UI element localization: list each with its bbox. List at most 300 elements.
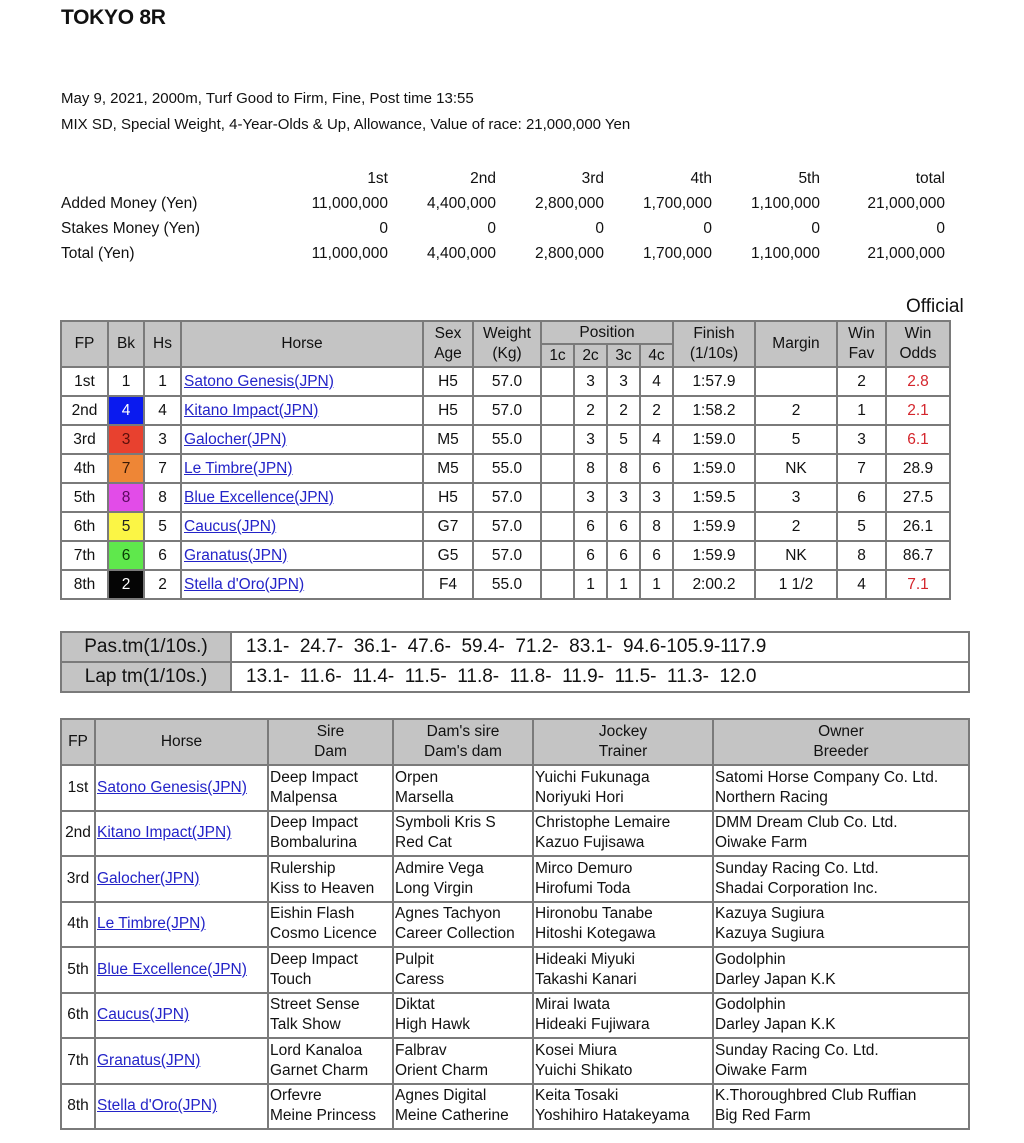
horse-link[interactable]: Caucus(JPN)	[97, 1006, 190, 1024]
win-favorite: 5	[837, 512, 886, 541]
position-2c: 1	[574, 570, 607, 599]
horse-number: 8	[144, 483, 181, 512]
finish-position: 2nd	[61, 811, 95, 857]
owner-breeder	[713, 856, 969, 902]
sire: Eishin Flash	[270, 905, 355, 923]
col-2c: 2c	[574, 344, 607, 367]
position-1c	[541, 541, 574, 570]
col-finish: Finish (1/10s)	[673, 321, 755, 367]
weight: 57.0	[473, 367, 541, 396]
sex-age: M5	[423, 425, 473, 454]
finish-position: 1st	[61, 367, 108, 396]
position-3c: 3	[607, 483, 640, 512]
dam: Meine Princess	[270, 1107, 376, 1125]
finish-position: 4th	[61, 902, 95, 948]
col-hs: Hs	[144, 321, 181, 367]
owner: Godolphin	[715, 996, 786, 1014]
passing-time-row	[61, 632, 969, 662]
win-odds: 28.9	[886, 454, 950, 483]
finish-position: 5th	[61, 947, 95, 993]
result-row	[61, 454, 950, 483]
race-conditions: May 9, 2021, 2000m, Turf Good to Firm, Fine, Post time 13:55	[61, 90, 474, 107]
horse-number: 1	[144, 367, 181, 396]
jockey-trainer	[533, 902, 713, 948]
dam-sire: Agnes Tachyon	[395, 905, 501, 923]
result-row	[61, 483, 950, 512]
horse-link[interactable]: Kitano Impact(JPN)	[184, 401, 319, 419]
horse-link[interactable]: Blue Excellence(JPN)	[184, 488, 334, 506]
trainer: Yuichi Shikato	[535, 1061, 633, 1079]
prize-money-table	[58, 166, 945, 266]
trainer: Hirofumi Toda	[535, 879, 631, 897]
jockey: Hironobu Tanabe	[535, 905, 653, 923]
owner-breeder	[713, 1084, 969, 1130]
sex-age: H5	[423, 396, 473, 425]
horse-number: 7	[144, 454, 181, 483]
finish-time: 1:59.0	[673, 454, 755, 483]
jockey: Mirai Iwata	[535, 996, 610, 1014]
weight: 55.0	[473, 425, 541, 454]
dam: Malpensa	[270, 788, 338, 806]
breeder: Northern Racing	[715, 788, 828, 806]
finish-position: 8th	[61, 1084, 95, 1130]
prize-row-total	[58, 241, 945, 266]
result-row	[61, 425, 950, 454]
result-row	[61, 367, 950, 396]
horse-link[interactable]: Galocher(JPN)	[184, 430, 287, 448]
finish-time: 1:59.0	[673, 425, 755, 454]
col-jockey-trainer: Jockey Trainer	[533, 719, 713, 765]
horse-number: 4	[144, 396, 181, 425]
margin: 1 1/2	[755, 570, 837, 599]
result-row	[61, 396, 950, 425]
bracket-number: 2	[108, 570, 144, 599]
breeder: Darley Japan K.K	[715, 970, 836, 988]
dam: Touch	[270, 970, 312, 988]
horse-link[interactable]: Caucus(JPN)	[184, 517, 277, 535]
sex-age: F4	[423, 570, 473, 599]
dam-dam: High Hawk	[395, 1016, 470, 1034]
win-odds: 2.8	[886, 367, 950, 396]
position-2c: 2	[574, 396, 607, 425]
damsire-damdam	[393, 1084, 533, 1130]
bracket-number: 1	[108, 367, 144, 396]
position-1c	[541, 396, 574, 425]
race-title: TOKYO 8R	[61, 6, 166, 29]
bracket-number: 7	[108, 454, 144, 483]
breeder: Big Red Farm	[715, 1107, 811, 1125]
owner: K.Thoroughbred Club Ruffian	[715, 1087, 917, 1105]
position-3c: 5	[607, 425, 640, 454]
prize-value: 21,000,000	[867, 244, 945, 262]
prize-value: 1,100,000	[751, 194, 820, 212]
sire-dam	[268, 856, 393, 902]
col-4c: 4c	[640, 344, 673, 367]
sire-dam	[268, 765, 393, 811]
damsire-damdam	[393, 993, 533, 1039]
col-owner-breeder: Owner Breeder	[713, 719, 969, 765]
dam: Talk Show	[270, 1016, 341, 1034]
lap-time-row	[61, 662, 969, 692]
horse-number: 6	[144, 541, 181, 570]
result-row	[61, 570, 950, 599]
prize-col-header: 1st	[367, 169, 388, 187]
win-odds: 27.5	[886, 483, 950, 512]
weight: 57.0	[473, 512, 541, 541]
dam-dam: Orient Charm	[395, 1061, 489, 1079]
col-win-odds: Win Odds	[886, 321, 950, 367]
owner-breeder	[713, 1038, 969, 1084]
connections-row	[61, 1084, 969, 1130]
win-odds: 6.1	[886, 425, 950, 454]
prize-value: 1,100,000	[751, 244, 820, 262]
breeder: Shadai Corporation Inc.	[715, 879, 878, 897]
trainer: Takashi Kanari	[535, 970, 637, 988]
trainer: Kazuo Fujisawa	[535, 834, 645, 852]
owner-breeder	[713, 902, 969, 948]
finish-position: 4th	[61, 454, 108, 483]
damsire-damdam	[393, 765, 533, 811]
col-horse: Horse	[181, 321, 423, 367]
horse-link[interactable]: Le Timbre(JPN)	[97, 915, 206, 933]
position-3c: 6	[607, 512, 640, 541]
finish-position: 3rd	[61, 856, 95, 902]
owner: DMM Dream Club Co. Ltd.	[715, 814, 898, 832]
prize-col-header: 2nd	[470, 169, 496, 187]
position-2c: 6	[574, 512, 607, 541]
sex-age: G7	[423, 512, 473, 541]
dam-dam: Caress	[395, 970, 445, 988]
win-favorite: 7	[837, 454, 886, 483]
race-results-table	[60, 320, 951, 600]
position-1c	[541, 512, 574, 541]
damsire-damdam	[393, 856, 533, 902]
prize-value: 0	[811, 219, 820, 237]
sire-dam	[268, 902, 393, 948]
finish-position: 2nd	[61, 396, 108, 425]
jockey: Kosei Miura	[535, 1041, 617, 1059]
prize-row-label: Added Money (Yen)	[61, 194, 198, 212]
jockey-trainer	[533, 811, 713, 857]
dam: Kiss to Heaven	[270, 879, 375, 897]
position-3c: 1	[607, 570, 640, 599]
owner-breeder	[713, 993, 969, 1039]
win-favorite: 6	[837, 483, 886, 512]
prize-value: 21,000,000	[867, 194, 945, 212]
jockey: Yuichi Fukunaga	[535, 768, 650, 786]
horse-link[interactable]: Satono Genesis(JPN)	[97, 778, 247, 796]
prize-value: 11,000,000	[311, 244, 388, 262]
dam-sire: Symboli Kris S	[395, 814, 496, 832]
connections-row	[61, 902, 969, 948]
margin: NK	[755, 541, 837, 570]
prize-row-label: Stakes Money (Yen)	[61, 219, 201, 237]
jockey: Mirco Demuro	[535, 859, 633, 877]
position-3c: 3	[607, 367, 640, 396]
dam-dam: Career Collection	[395, 925, 515, 943]
position-1c	[541, 570, 574, 599]
position-3c: 8	[607, 454, 640, 483]
damsire-damdam	[393, 1038, 533, 1084]
results-header-row	[61, 321, 950, 344]
prize-value: 2,800,000	[535, 194, 604, 212]
margin: 3	[755, 483, 837, 512]
prize-col-header: 5th	[798, 169, 820, 187]
horse-number: 2	[144, 570, 181, 599]
sex-age: G5	[423, 541, 473, 570]
win-favorite: 8	[837, 541, 886, 570]
sire-dam	[268, 1038, 393, 1084]
lap-times-table	[60, 631, 970, 693]
sire-dam	[268, 947, 393, 993]
position-2c: 3	[574, 425, 607, 454]
bracket-number: 4	[108, 396, 144, 425]
horse-link[interactable]: Le Timbre(JPN)	[184, 459, 293, 477]
official-status-label: Official	[906, 296, 964, 317]
horse-link[interactable]: Stella d'Oro(JPN)	[97, 1097, 218, 1115]
position-4c: 3	[640, 483, 673, 512]
position-2c: 6	[574, 541, 607, 570]
sire: Lord Kanaloa	[270, 1041, 363, 1059]
owner: Godolphin	[715, 950, 786, 968]
horse-link[interactable]: Galocher(JPN)	[97, 869, 200, 887]
sire: Street Sense	[270, 996, 360, 1014]
trainer: Yoshihiro Hatakeyama	[535, 1107, 690, 1125]
win-odds: 86.7	[886, 541, 950, 570]
owner-breeder	[713, 947, 969, 993]
prize-value: 2,800,000	[535, 244, 604, 262]
prize-value: 4,400,000	[427, 244, 496, 262]
col-weight: Weight (Kg)	[473, 321, 541, 367]
connections-table	[60, 718, 970, 1130]
position-3c: 2	[607, 396, 640, 425]
position-3c: 6	[607, 541, 640, 570]
breeder: Oiwake Farm	[715, 834, 808, 852]
result-row	[61, 541, 950, 570]
position-4c: 6	[640, 541, 673, 570]
win-favorite: 3	[837, 425, 886, 454]
col-1c: 1c	[541, 344, 574, 367]
trainer: Hideaki Fujiwara	[535, 1016, 650, 1034]
prize-row-added	[58, 191, 945, 216]
finish-position: 6th	[61, 512, 108, 541]
jockey-trainer	[533, 947, 713, 993]
dam-sire: Orpen	[395, 768, 439, 786]
race-class: MIX SD, Special Weight, 4-Year-Olds & Up, Allowance, Value of race: 21,000,000 Yen	[61, 116, 631, 133]
owner: Satomi Horse Company Co. Ltd.	[715, 768, 939, 786]
bracket-number: 8	[108, 483, 144, 512]
jockey-trainer	[533, 1084, 713, 1130]
col-position: Position	[541, 321, 673, 344]
prize-value: 4,400,000	[427, 194, 496, 212]
connections-row	[61, 856, 969, 902]
col-fp: FP	[61, 719, 95, 765]
prize-row-stakes	[58, 216, 945, 241]
finish-position: 5th	[61, 483, 108, 512]
col-horse: Horse	[95, 719, 268, 765]
finish-time: 1:59.5	[673, 483, 755, 512]
connections-row	[61, 993, 969, 1039]
win-odds: 2.1	[886, 396, 950, 425]
jockey-trainer	[533, 1038, 713, 1084]
trainer: Noriyuki Hori	[535, 788, 624, 806]
horse-link[interactable]: Blue Excellence(JPN)	[97, 960, 247, 978]
dam-sire: Pulpit	[395, 950, 434, 968]
bracket-number: 5	[108, 512, 144, 541]
sex-age: M5	[423, 454, 473, 483]
prize-col-header: 4th	[690, 169, 712, 187]
prize-col-header: total	[915, 169, 945, 187]
dam: Garnet Charm	[270, 1061, 369, 1079]
sex-age: H5	[423, 483, 473, 512]
connections-row	[61, 1038, 969, 1084]
result-row	[61, 512, 950, 541]
breeder: Oiwake Farm	[715, 1061, 808, 1079]
jockey-trainer	[533, 856, 713, 902]
prize-value: 0	[595, 219, 604, 237]
lap-time-values: 13.1- 11.6- 11.4- 11.5- 11.8- 11.8- 11.9- 11.5- 11.3- 12.0	[231, 662, 969, 692]
finish-time: 1:57.9	[673, 367, 755, 396]
sire: Rulership	[270, 859, 336, 877]
owner: Sunday Racing Co. Ltd.	[715, 1041, 879, 1059]
horse-link[interactable]: Kitano Impact(JPN)	[97, 824, 232, 842]
horse-link[interactable]: Stella d'Oro(JPN)	[184, 575, 305, 593]
sire: Orfevre	[270, 1087, 322, 1105]
weight: 57.0	[473, 483, 541, 512]
position-4c: 8	[640, 512, 673, 541]
dam-sire: Falbrav	[395, 1041, 447, 1059]
finish-time: 1:59.9	[673, 512, 755, 541]
col-margin: Margin	[755, 321, 837, 367]
connections-row	[61, 947, 969, 993]
dam-sire: Admire Vega	[395, 859, 484, 877]
horse-link[interactable]: Granatus(JPN)	[97, 1051, 201, 1069]
position-2c: 3	[574, 483, 607, 512]
connections-row	[61, 811, 969, 857]
owner-breeder	[713, 811, 969, 857]
sire-dam	[268, 811, 393, 857]
horse-link[interactable]: Satono Genesis(JPN)	[184, 372, 334, 390]
weight: 57.0	[473, 396, 541, 425]
position-4c: 4	[640, 367, 673, 396]
win-favorite: 2	[837, 367, 886, 396]
margin: 2	[755, 512, 837, 541]
horse-link[interactable]: Granatus(JPN)	[184, 546, 288, 564]
prize-value: 0	[379, 219, 388, 237]
dam: Bombalurina	[270, 834, 358, 852]
finish-time: 2:00.2	[673, 570, 755, 599]
bracket-number: 6	[108, 541, 144, 570]
finish-time: 1:58.2	[673, 396, 755, 425]
margin: NK	[755, 454, 837, 483]
position-4c: 2	[640, 396, 673, 425]
col-bk: Bk	[108, 321, 144, 367]
horse-number: 5	[144, 512, 181, 541]
sire-dam	[268, 1084, 393, 1130]
damsire-damdam	[393, 947, 533, 993]
margin: 5	[755, 425, 837, 454]
sire: Deep Impact	[270, 950, 358, 968]
win-odds: 26.1	[886, 512, 950, 541]
prize-value: 1,700,000	[643, 244, 712, 262]
prize-col-header: 3rd	[581, 169, 604, 187]
col-win-fav: Win Fav	[837, 321, 886, 367]
trainer: Hitoshi Kotegawa	[535, 925, 656, 943]
margin: 2	[755, 396, 837, 425]
finish-position: 6th	[61, 993, 95, 1039]
position-4c: 4	[640, 425, 673, 454]
dam: Cosmo Licence	[270, 925, 377, 943]
position-2c: 3	[574, 367, 607, 396]
bracket-number: 3	[108, 425, 144, 454]
jockey-trainer	[533, 765, 713, 811]
weight: 55.0	[473, 570, 541, 599]
win-favorite: 4	[837, 570, 886, 599]
position-1c	[541, 425, 574, 454]
position-4c: 1	[640, 570, 673, 599]
finish-time: 1:59.9	[673, 541, 755, 570]
prize-value: 0	[703, 219, 712, 237]
position-1c	[541, 454, 574, 483]
sire: Deep Impact	[270, 768, 358, 786]
col-fp: FP	[61, 321, 108, 367]
finish-position: 3rd	[61, 425, 108, 454]
position-4c: 6	[640, 454, 673, 483]
prize-value: 11,000,000	[311, 194, 388, 212]
prize-value: 1,700,000	[643, 194, 712, 212]
position-2c: 8	[574, 454, 607, 483]
position-1c	[541, 367, 574, 396]
finish-position: 7th	[61, 1038, 95, 1084]
finish-position: 7th	[61, 541, 108, 570]
jockey: Hideaki Miyuki	[535, 950, 635, 968]
col-damsire-damdam: Dam's sire Dam's dam	[393, 719, 533, 765]
position-1c	[541, 483, 574, 512]
breeder: Kazuya Sugiura	[715, 925, 825, 943]
owner-breeder	[713, 765, 969, 811]
col-sire-dam: Sire Dam	[268, 719, 393, 765]
jockey: Keita Tosaki	[535, 1087, 619, 1105]
weight: 57.0	[473, 541, 541, 570]
connections-header-row	[61, 719, 969, 765]
finish-position: 8th	[61, 570, 108, 599]
sire: Deep Impact	[270, 814, 358, 832]
dam-dam: Long Virgin	[395, 879, 474, 897]
dam-dam: Marsella	[395, 788, 454, 806]
damsire-damdam	[393, 811, 533, 857]
lap-time-label: Lap tm(1/10s.)	[61, 662, 231, 692]
dam-sire: Agnes Digital	[395, 1087, 487, 1105]
prize-value: 0	[936, 219, 945, 237]
owner: Kazuya Sugiura	[715, 905, 825, 923]
margin	[755, 367, 837, 396]
win-odds: 7.1	[886, 570, 950, 599]
prize-header-row	[58, 166, 945, 191]
horse-number: 3	[144, 425, 181, 454]
owner: Sunday Racing Co. Ltd.	[715, 859, 879, 877]
weight: 55.0	[473, 454, 541, 483]
win-favorite: 1	[837, 396, 886, 425]
sire-dam	[268, 993, 393, 1039]
dam-dam: Meine Catherine	[395, 1107, 509, 1125]
dam-dam: Red Cat	[395, 834, 452, 852]
jockey: Christophe Lemaire	[535, 814, 671, 832]
sex-age: H5	[423, 367, 473, 396]
damsire-damdam	[393, 902, 533, 948]
passing-time-values: 13.1- 24.7- 36.1- 47.6- 59.4- 71.2- 83.1- 94.6-105.9-117.9	[231, 632, 969, 662]
connections-row	[61, 765, 969, 811]
jockey-trainer	[533, 993, 713, 1039]
